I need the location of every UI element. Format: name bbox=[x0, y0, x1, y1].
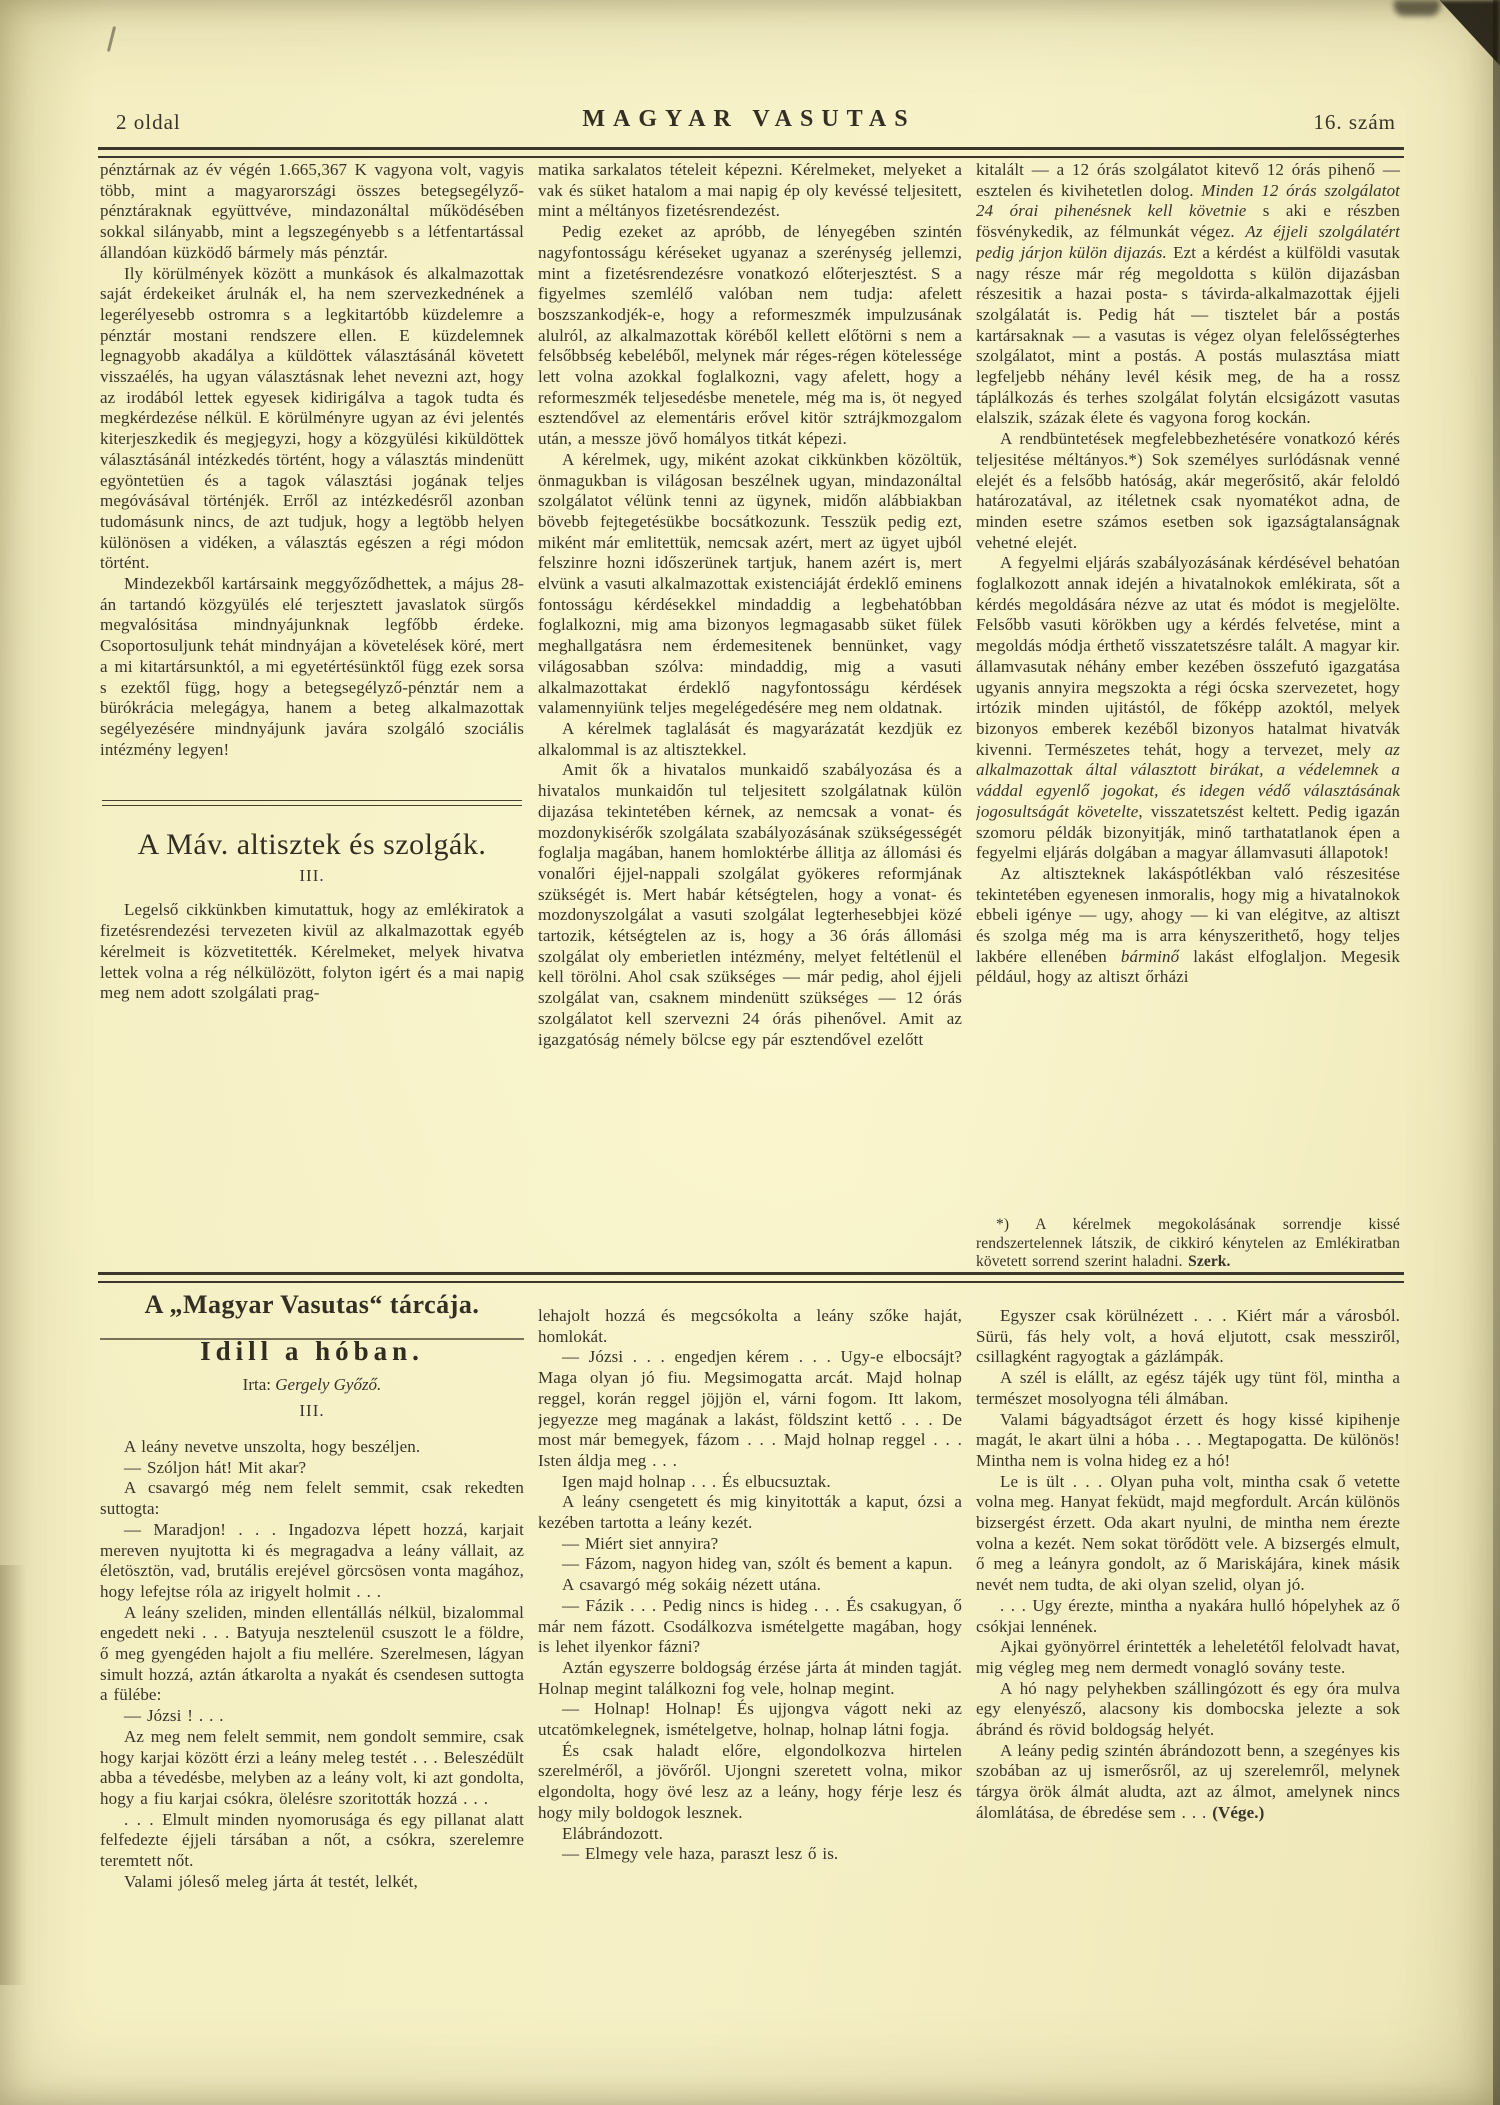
paragraph: *) A kérelmek megokolásának sorrendje kissé rendszertelennek látszik, de cikkiró kénytelen az Emlékiratban követett sorrend szerint haladni. Szerk. bbox=[976, 1216, 1400, 1271]
main-column-1 bbox=[100, 160, 524, 1272]
byline-prefix: Irta: bbox=[242, 1375, 276, 1394]
paragraph: A rendbüntetések megfelebbezhetésére vonatkozó kérés teljesitése méltányos.*) Sok személyes surlódásnak venné elejét és a felsőbb hatóság, akár megerősitő, akár feloldó határozatával, az itéletnek csak nyomatékot adna, de minden esetre számos esetben sok igazságtalanságnak vehetné elejét. bbox=[976, 429, 1400, 552]
paragraph: Legelső cikkünkben kimutattuk, hogy az emlékiratok a fizetésrendezési tervezeten kivül az alkalmazottak egyéb kérelmeit is közvetitették. Kérelmeket, melyek hivatva lettek volna a rég nélkülözött, folyton igért és a mai napig meg nem adott szolgálati prag- bbox=[100, 900, 524, 1003]
paragraph: A kérelmek, ugy, miként azokat cikkünkben közöltük, önmagukban is világosan beszélnek ugyan, mindazonáltal szolgálatot vélünk tenni az ügynek, midőn alábbiakban bövebb fejtegetésükbe bocsátkozunk. Tesszük pedig ezt, miként már emlitettük, nemcsak azért, mert az ügyet ujból felszinre hozni időszerünek tartjuk, hanem azért is, mert elvünk a vasuti alkalmazottak existenciáját érdeklő eminens fontosságu kérdésekkel mindaddig a legbehatóbban foglalkozni, mig ama bizonyos legmagasabb süket fülek meghallgatásra nem érdemesitenek bennünket, vagy világosabban szólva: mindaddig, mig a vasuti alkalmazottakat érdeklő nagyfontosságu kérdések valamennyiünk teljes megelégedésére meg nem oldatnak. bbox=[538, 449, 962, 718]
paragraph: Ajkai gyönyörrel érintették a leheletétől felolvadt havat, mig végleg meg nem dermedt vonagló sovány teste. bbox=[976, 1637, 1400, 1677]
paragraph: A szél is elállt, az egész tájék ugy tünt föl, mintha a természet mosolyogna téli álmában. bbox=[976, 1368, 1400, 1408]
paragraph: Igen majd holnap . . . És elbucsuztak. bbox=[562, 1471, 831, 1491]
page-number: 2 oldal bbox=[116, 110, 181, 134]
paragraph: lehajolt hozzá és megcsókolta a leány szőke haját, homlokát. bbox=[538, 1306, 962, 1346]
scan-edge-blot bbox=[1394, 0, 1440, 16]
paragraph: Pedig ezeket az apróbb, de lényegében szintén nagyfontosságu kéréseket ugyanaz a szerénység jellemzi, mint a fizetésrendezésre vonatkozó előterjesztést. S a figyelmes szemlélő valóban nem tudja: afelett boszszankodjék-e, hogy a reformeszmék impulzusának alulról, az alkalmazottak köréből kellett előtörni s nem a felsőbbség kebeléből, melynek már réges-régen kötelessége lett volna azokkal foglalkozni, vagy afelett, hogy a reformeszmék teljesedésbe menetele, még ma is, öt negyed esztendővel az elementáris erővel kitör sztrájkmozgalom után, a messze jövő homályos titkát képezi. bbox=[538, 222, 962, 449]
pencil-mark bbox=[107, 26, 116, 52]
paragraph: És csak haladt előre, elgondolkozva hirtelen szerelméről, a jövőről. Ujongni szeretett volna, mikor elgondolta, hogy övé lesz az a leány, hogy férje lesz és hogy mily boldogok lesznek. bbox=[538, 1740, 962, 1822]
feuilleton-column-3 bbox=[976, 1306, 1400, 2078]
page-header bbox=[102, 106, 1396, 138]
story-col2-text bbox=[538, 1306, 962, 1865]
editor-footnote bbox=[976, 1190, 1400, 1272]
paragraph: A leány nevetve unszolta, hogy beszéljen. bbox=[124, 1437, 421, 1456]
feuilleton-column-1 bbox=[100, 1306, 524, 2078]
paragraph: Valami bágyadtságot érzett és hogy kissé kipihenje magát, le akart ülni a hóba . . . Megtapogatta. De különös! Mintha nem is volna hideg ez a hó! bbox=[976, 1409, 1400, 1470]
feuilleton-section-heading: A „Magyar Vasutas“ tárcája. bbox=[144, 1290, 480, 1319]
story-byline bbox=[100, 1375, 524, 1395]
paragraph: A leány szeliden, minden ellentállás nélkül, bizalommal engedett neki . . . Batyuja nesztelenül csuszott le a földre, ő meg gyengéden hajolt a fiu mellére. Szerelmesen, lágyan simult hozzá, aztán átkarolta a nyakát és csendesen suttogta a fülébe: bbox=[100, 1602, 524, 1705]
story-col1-text bbox=[100, 1437, 524, 1892]
paragraph: Elábrándozott. bbox=[562, 1823, 664, 1843]
paragraph: A kérelmek taglalását és magyarázatát kezdjük ez alkalommal is az altisztekkel. bbox=[538, 718, 962, 759]
paragraph: kitalált — a 12 órás szolgálatot kitevő 12 órás pihenő — esztelen és kivihetetlen dolog. Minden 12 órás szolgálatot 24 órai pihenésnek kell követnie s aki e részben fösvénykedik, az félmunkát végez. Az éjjeli szolgálatért pedig járjon külön dijazás. Ezt a kérdést a külföldi vasutak nagy része már rég megoldotta s külön dijazásban részesitik a hazai posta- s távirda-alkalmazottak éjjeli szolgálatát is. Pedig hát — tisztelet bár a postás kartársaknak — a vasutas is végez olyan felelősségterhes szolgálatot, mint a postás. A postás mulasztása miatt legfeljebb néhány levél késik meg, de ha a rossz táplálkozás és terhes szolgálat folytán elcsigázott vasutas elalszik, százak élete és vagyona forog kockán. bbox=[976, 160, 1400, 428]
section-divider-rule bbox=[98, 1272, 1404, 1283]
article2-heading: A Máv. altisztek és szolgák. bbox=[137, 828, 487, 862]
paragraph: A csavargó még sokáig nézett utána. bbox=[562, 1575, 821, 1595]
story-title: Idill a hóban. bbox=[200, 1336, 424, 1366]
main-article-area bbox=[100, 160, 1400, 1272]
paragraph: — Miért siet annyira? bbox=[562, 1533, 719, 1553]
paragraph: pénztárnak az év végén 1.665,367 K vagyona volt, vagyis több, mint a magyarországi összes betegsegélyző-pénztáraknak együttvéve, mindazonáltal működésében sokkal silányabb, mint a legszegényebb s a létfentartással állandóan küzködő bármely más pénztár. bbox=[100, 160, 524, 262]
paragraph: . . . Ugy érezte, mintha a nyakára hulló hópelyhek az ő csókjai lennének. bbox=[976, 1595, 1400, 1636]
article2-top-rule bbox=[102, 800, 522, 806]
article2-col2-text bbox=[538, 160, 962, 1050]
paragraph: Az altiszteknek lakáspótlékban való részesitése tekintetében egyenesen inmoralis, hogy mig a hivatalnokok ebbeli igénye — ugy, ahogy — ki van elégitve, az altiszt és szolga még ma is arra kényszerithető, hogy teljes lakbére ellenében bárminő lakást elfoglaljon. Megesik például, hogy az altiszt őrházi bbox=[976, 863, 1400, 987]
paragraph: matika sarkalatos tételeit képezni. Kérelmeket, melyeket a vak és süket hatalom a mai napig ép oly kevéssé teljesitett, mint a méltányos fizetésrendezést. bbox=[538, 160, 962, 221]
main-column-3 bbox=[976, 160, 1400, 1272]
paragraph: — Maradjon! . . . Ingadozva lépett hozzá, karjait mereven nyujtotta ki és megragadva a leány vállait, az életösztön, vad, brutális erejével görcsösen vonta magához, hogy lefejtse róla az irigyelt holmit . . . bbox=[100, 1519, 524, 1601]
paragraph: A leány pedig szintén ábrándozott benn, a szegényes kis szobában az uj ismerősről, az uj szerelemről, melynek tárgya örök álmát aludta, azt az álmot, amelynek nincs álomlátása, de ébredése sem . . . (Vége.) bbox=[976, 1740, 1400, 1822]
paragraph: Mindezekből kartársaink meggyőződhettek, a május 28-án tartandó közgyülés elé terjesztett javaslatok sürgős megvalósitása mindnyájunknak legfőbb érdeke. Csoportosuljunk tehát mindnyájan a követelések köré, mert a mi kitartársunktól, a mi egyetértésünktől függ ezek sorsa s ezektől függ, hogy a betegsegélyző-pénztár nem a bürókrácia melegágya, hanem a beteg alkalmazottak segélyezésére mindnyájunk javára szolgáló szociális intézmény legyen! bbox=[100, 574, 524, 759]
article2-part-number: III. bbox=[299, 866, 325, 886]
issue-number: 16. szám bbox=[1313, 110, 1396, 134]
paragraph: Valami jóleső meleg járta át testét, lelkét, bbox=[124, 1871, 418, 1891]
paragraph: Az meg nem felelt semmit, nem gondolt semmire, csak hogy karjai között érzi a leány meleg testét . . . Beleszédült abba a tévedésbe, melyben az a leány volt, ki azt gondolta, hogy a fiu karjai csókra, ölelésre szoritották hozzá . . . bbox=[100, 1726, 524, 1808]
story-col3-text bbox=[976, 1306, 1400, 1824]
paragraph: A leány csengetett és mig kinyitották a kaput, ózsi a kezében tartotta a leány kezét. bbox=[538, 1492, 962, 1533]
paragraph: — Józsi . . . engedjen kérem . . . Ugy-e elbocsájt? Maga olyan jó fiu. Megsimogatta arcát. Majd holnap reggel, korán reggel jöjjön el, várni fogom. Itt lakom, jegyezze meg magának a lakást, földszint kettő . . . De most már bemegyek, fázom . . . Majd holnap reggel . . . Isten áldja meg . . . bbox=[538, 1347, 962, 1470]
paragraph: A hó nagy pelyhekben szállingózott és egy óra mulva egy elenyésző, alacsony kis dombocska jelezte a sok ábránd és rövid boldogság helyét. bbox=[976, 1678, 1400, 1740]
paragraph: Amit ők a hivatalos munkaidő szabályozása és a hivatalos munkaidőn tul teljesitett szolgálatnak külön dijazása tekintetében kérnek, az nemcsak a vonat- és mozdonykisérők szolgálata szabályozásának szükségességét foglalja magában, hanem homloktérbe állitja az állomási és vonalőri éjjel-nappali szolgálat gyökeres reformjának szükségét is. Mert habár kétségtelen, hogy a vonat- és mozdonyszolgálat a vasuti szolgálat legterhesebbjei közé tartozik, kétségtelen az is, hogy a 36 órás állomási szolgálat oly emberietlen intézmény, melyet feltétlenül el kell törölni. Ahol csak szükséges — már pedig, ahol éjjeli szolgálat van, csaknem mindenütt szükséges — 12 órás szolgálatot kell szervezni 24 órás pihenővel. Amit az igazgatóság némely bölcse egy pár esztendővel ezelőtt bbox=[538, 760, 962, 1049]
feuilleton-area bbox=[100, 1306, 1400, 2078]
paragraph: — Elmegy vele haza, paraszt lesz ő is. bbox=[562, 1844, 839, 1864]
paragraph: Ily körülmények között a munkások és alkalmazottak saját érdekeiket árulnák el, ha nem szervezkednének a legerélyesebb ostromra s a legkitartóbb küzdelemre a pénztár mostani rendszere ellen. E küzdelemnek legnagyobb akadálya a küldöttek választásánál követett visszaélés, ha ugyan választásnak lehet nevezni azt, hogy az irodából lettek egyesek kidirigálva a tagok tudta és megkérdezése nélkül. E körülményre ugyan az évi jelentés kiterjeszkedik és megjegyzi, hogy a közgyülési kiküldöttek választásánál intézkedés történt, hogy a választás mindenütt egyöntetüen és a tagok választási jogának teljes megóvásával történjék. Erről az intézkedésről azonban tudomásunk nincs, de azt tudjuk, hogy a legtöbb helyen különösen a vidéken, a választás egészen a régi módon történt. bbox=[100, 263, 524, 573]
article2-col1-text bbox=[100, 900, 524, 1004]
paragraph: — Fázik . . . Pedig nincs is hideg . . . És csakugyan, ő már nem fázott. Csodálkozva ismételgette magában, hogy is lehet ilyenkor fázni? bbox=[538, 1595, 962, 1657]
feuilleton-column-2 bbox=[538, 1306, 962, 2078]
paragraph: — Fázom, nagyon hideg van, szólt és bement a kapun. bbox=[562, 1554, 953, 1574]
masthead-title: MAGYAR VASUTAS bbox=[582, 106, 916, 132]
paragraph: Le is ült . . . Olyan puha volt, mintha csak ő vetette volna meg. Hanyat feküdt, majd megfordult. Arcán különös bizsergést érzett. Oda akart nyulni, de mintha nem érezte volna a kezét. Nem sokat törődött vele. A bizsergés elmult, ő meg a leányra gondolt, az ő Mariskájára, kinek másik nevét nem tudta, de aki olyan szelid, olyan jó. bbox=[976, 1471, 1400, 1595]
scan-right-edge bbox=[1493, 0, 1500, 2105]
header-rule bbox=[98, 147, 1404, 158]
paragraph: — Szóljon hát! Mit akar? bbox=[124, 1457, 307, 1477]
main-column-2 bbox=[538, 160, 962, 1272]
story-part-number: III. bbox=[299, 1401, 325, 1420]
paragraph: Egyszer csak körülnézett . . . Kiért már a városból. Sürü, fás hely volt, a hová eljutott, csak messziről, csillagként ragyogtak a gázlámpák. bbox=[976, 1306, 1400, 1367]
article2-col3-text bbox=[976, 160, 1400, 988]
paragraph: Aztán egyszerre boldogság érzése járta át minden tagját. Holnap megint találkozni fog vele, holnap megint. bbox=[538, 1657, 962, 1698]
paragraph: . . . Elmult minden nyomorusága és egy pillanat alatt felfedezte éjjeli társában a nőt, a csókra, szerelemre teremtett nőt. bbox=[100, 1809, 524, 1871]
byline-author: Gergely Győző. bbox=[275, 1375, 382, 1394]
paragraph: — Józsi ! . . . bbox=[124, 1706, 224, 1726]
paragraph: A csavargó még nem felelt semmit, csak rekedten suttogta: bbox=[100, 1478, 524, 1519]
paragraph: A fegyelmi eljárás szabályozásának kérdésével behatóan foglalkozott annak idején a hivatalnokok emlékirata, sőt a kérdés megoldására nézve az utat és módot is megjelölte. Felsőbb vasuti körökben ugy a kérdés felvetése, mint a megoldás módja érthető visszatetszésre talált. A magyar kir. államvasutak néhány ember kezében összefutó igazgatása ugyanis annyira megszokta a régi ócska szervezetet, hogy irtózik minden ujitástól, de főképp azoktól, melyek bizonyos emberek kezéből bizonyos hatalmat hivatvák kivenni. Természetes tehát, hogy a tervezet, mely az alkalmazottak által választott birákat, a védelemnek a váddal egyenlő jogokat, és idegen védő választásának jogosultságát követelte, visszatetszést keltett. Pedig igazán szomoru példák bizonyitják, minő tarthatatlanok épen a fegyelmi eljárás dolgában a magyar államvasuti állapotok! bbox=[976, 553, 1400, 863]
scan-left-smudge bbox=[0, 1565, 26, 1985]
article1-text bbox=[100, 160, 524, 760]
paragraph: — Holnap! Holnap! És ujjongva vágott neki az utcatömkelegnek, ismételgetve, holnap, holnap látni fogja. bbox=[538, 1699, 962, 1740]
